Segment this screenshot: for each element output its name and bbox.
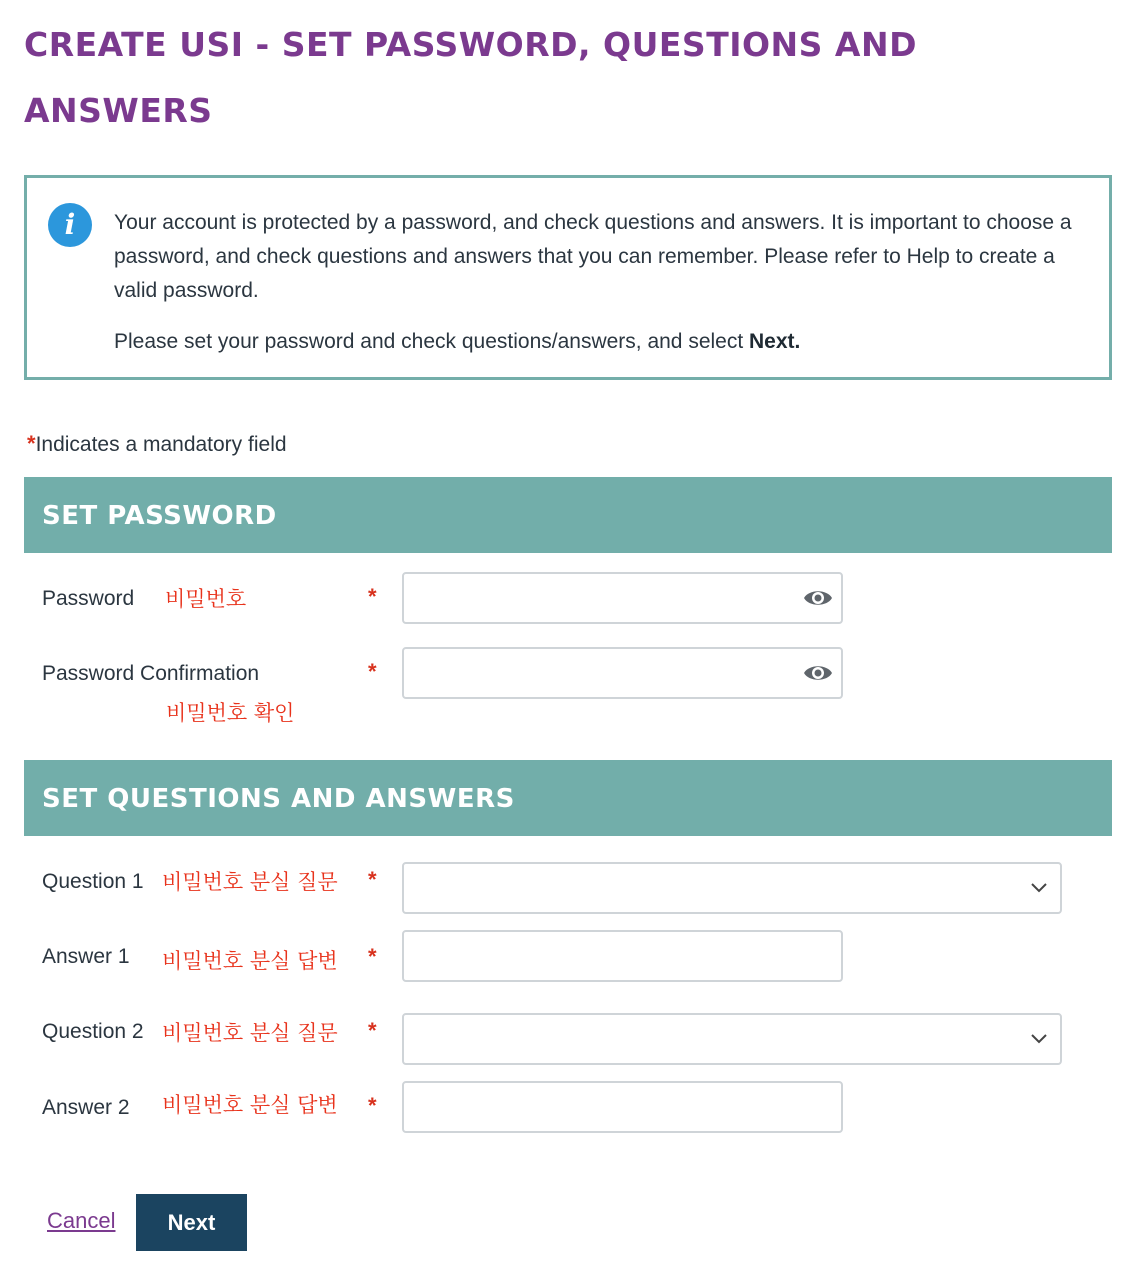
required-asterisk-icon: * [368, 1093, 377, 1118]
answer-1-input[interactable] [402, 930, 843, 982]
answer-2-label: Answer 2 [42, 1096, 130, 1119]
required-asterisk-icon: * [368, 867, 377, 892]
section-header-set-password: SET PASSWORD [24, 477, 1112, 553]
password-input[interactable] [402, 572, 843, 624]
password-confirmation-input[interactable] [402, 647, 843, 699]
info-box [24, 175, 1112, 380]
required-asterisk-icon: * [368, 584, 377, 609]
required-asterisk-icon: * [368, 944, 377, 969]
next-button[interactable]: Next [136, 1194, 247, 1251]
answer-2-input[interactable] [402, 1081, 843, 1133]
asterisk-icon: * [27, 431, 36, 456]
question-2-select[interactable] [402, 1013, 1062, 1065]
info-paragraph-2-text: Please set your password and check questions/answers, and select [114, 330, 750, 353]
mandatory-note [27, 428, 287, 461]
info-icon: i [48, 203, 92, 247]
eye-icon[interactable] [803, 585, 833, 611]
section-header-set-questions: SET QUESTIONS AND ANSWERS [24, 760, 1112, 836]
cancel-link[interactable]: Cancel [47, 1208, 116, 1233]
question-1-label: Question 1 [42, 870, 144, 893]
chevron-down-icon [1030, 882, 1048, 894]
eye-icon[interactable] [803, 660, 833, 686]
password-confirmation-korean-label: 비밀번호 확인 [166, 701, 295, 725]
question-1-korean-label: 비밀번호 분실 질문 [162, 870, 338, 894]
password-confirmation-label: Password Confirmation [42, 662, 260, 685]
answer-2-korean-label: 비밀번호 분실 답변 [162, 1093, 338, 1117]
question-2-korean-label: 비밀번호 분실 질문 [162, 1021, 338, 1045]
info-next-emphasis: Next. [749, 330, 801, 353]
info-paragraph-2 [114, 325, 1094, 359]
required-asterisk-icon: * [368, 659, 377, 684]
question-1-select[interactable] [402, 862, 1062, 914]
mandatory-note-text: Indicates a mandatory field [35, 433, 287, 456]
password-korean-label: 비밀번호 [165, 587, 247, 611]
chevron-down-icon [1030, 1033, 1048, 1045]
required-asterisk-icon: * [368, 1018, 377, 1043]
answer-1-korean-label: 비밀번호 분실 답변 [162, 949, 338, 973]
password-label: Password [42, 587, 135, 610]
answer-1-label: Answer 1 [42, 945, 130, 968]
info-text [114, 206, 1094, 359]
question-2-label: Question 2 [42, 1020, 144, 1043]
page-title: CREATE USI - SET PASSWORD, QUESTIONS AND ANSWERS [24, 25, 917, 130]
info-paragraph-1: Your account is protected by a password, and check questions and answers. It is important to choose a password, and check questions and answers that you can remember. Please refer to Help to create a valid password. [114, 211, 1072, 302]
